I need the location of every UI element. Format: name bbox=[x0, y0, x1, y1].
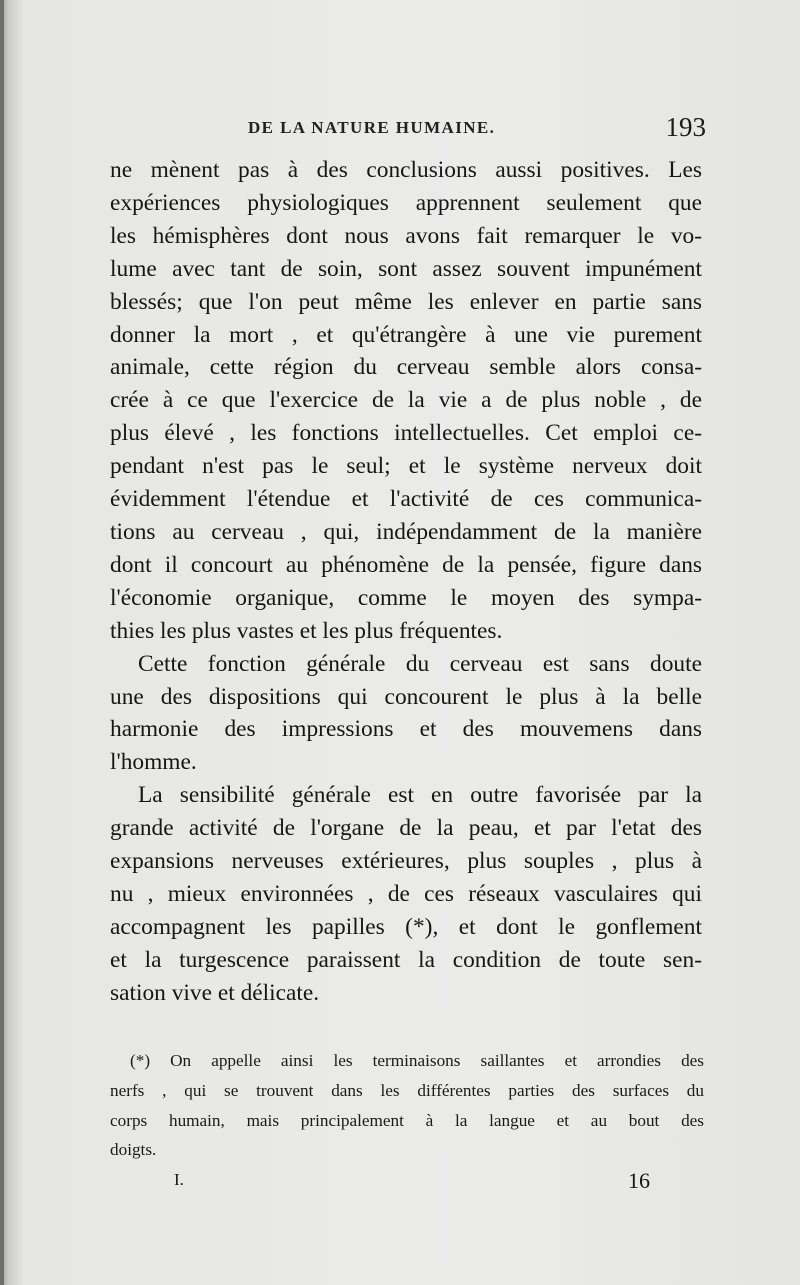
text-line: tions au cerveau , qui, indépendamment de la manière bbox=[110, 518, 702, 545]
text-line: l'homme. bbox=[110, 749, 197, 776]
text-line: La sensibilité générale est en outre favorisée par la bbox=[138, 782, 702, 809]
text-line: animale, cette région du cerveau semble alors consa- bbox=[110, 354, 702, 381]
footnote-line: nerfs , qui se trouvent dans les différentes parties des surfaces du bbox=[110, 1080, 704, 1100]
text-line: Cette fonction générale du cerveau est sans doute bbox=[138, 650, 702, 677]
text-line: dont il concourt au phénomène de la pensée, figure dans bbox=[110, 551, 702, 578]
text-line: blessés; que l'on peut même les enlever en partie sans bbox=[110, 288, 702, 315]
text-line: pendant n'est pas le seul; et le système nerveux doit bbox=[110, 453, 702, 480]
text-line: thies les plus vastes et les plus fréquentes. bbox=[110, 617, 503, 644]
running-title: DE LA NATURE HUMAINE. bbox=[248, 118, 496, 137]
text-line: lume avec tant de soin, sont assez souvent impunément bbox=[110, 255, 702, 282]
body-text bbox=[110, 154, 702, 1010]
text-line: nu , mieux environnées , de ces réseaux vasculaires qui bbox=[110, 880, 702, 907]
paragraph-1 bbox=[110, 154, 702, 648]
sheet-mark: I. bbox=[174, 1170, 184, 1189]
page-header bbox=[110, 112, 710, 144]
text-line: l'économie organique, comme le moyen des sympa- bbox=[110, 584, 702, 611]
text-line: grande activité de l'organe de la peau, et par l'etat des bbox=[110, 815, 702, 842]
text-line: plus élevé , les fonctions intellectuelles. Cet emploi ce- bbox=[110, 420, 702, 447]
signature-number: 16 bbox=[628, 1168, 650, 1193]
page-gutter-shadow bbox=[0, 0, 4, 1285]
text-line: expériences physiologiques apprennent seulement que bbox=[110, 189, 702, 216]
text-line: accompagnent les papilles (*), et dont le gonflement bbox=[110, 913, 702, 940]
text-line: évidemment l'étendue et l'activité de ces communica- bbox=[110, 486, 702, 513]
text-line: donner la mort , et qu'étrangère à une vie purement bbox=[110, 321, 702, 348]
footnote-line: doigts. bbox=[110, 1140, 157, 1160]
text-line: une des dispositions qui concourent le plus à la belle bbox=[110, 683, 702, 710]
text-line: les hémisphères dont nous avons fait remarquer le vo- bbox=[110, 222, 702, 249]
footnote-line: (*) On appelle ainsi les terminaisons saillantes et arrondies des bbox=[130, 1051, 704, 1070]
paragraph-2 bbox=[110, 648, 702, 780]
text-line: expansions nerveuses extérieures, plus souples , plus à bbox=[110, 848, 702, 875]
page-number: 193 bbox=[665, 112, 706, 142]
text-line: harmonie des impressions et des mouvemens dans bbox=[110, 716, 702, 743]
text-line: crée à ce que l'exercice de la vie a de plus noble , de bbox=[110, 387, 702, 414]
text-line: et la turgescence paraissent la condition de toute sen- bbox=[110, 946, 702, 973]
text-line: ne mènent pas à des conclusions aussi positives. Les bbox=[110, 157, 702, 183]
text-line: sation vive et délicate. bbox=[110, 979, 320, 1006]
printer-signature bbox=[110, 1168, 650, 1198]
paragraph-3 bbox=[110, 779, 702, 1009]
footnote-line: corps humain, mais principalement à la langue et au bout des bbox=[110, 1110, 704, 1130]
footnote bbox=[110, 1046, 704, 1165]
